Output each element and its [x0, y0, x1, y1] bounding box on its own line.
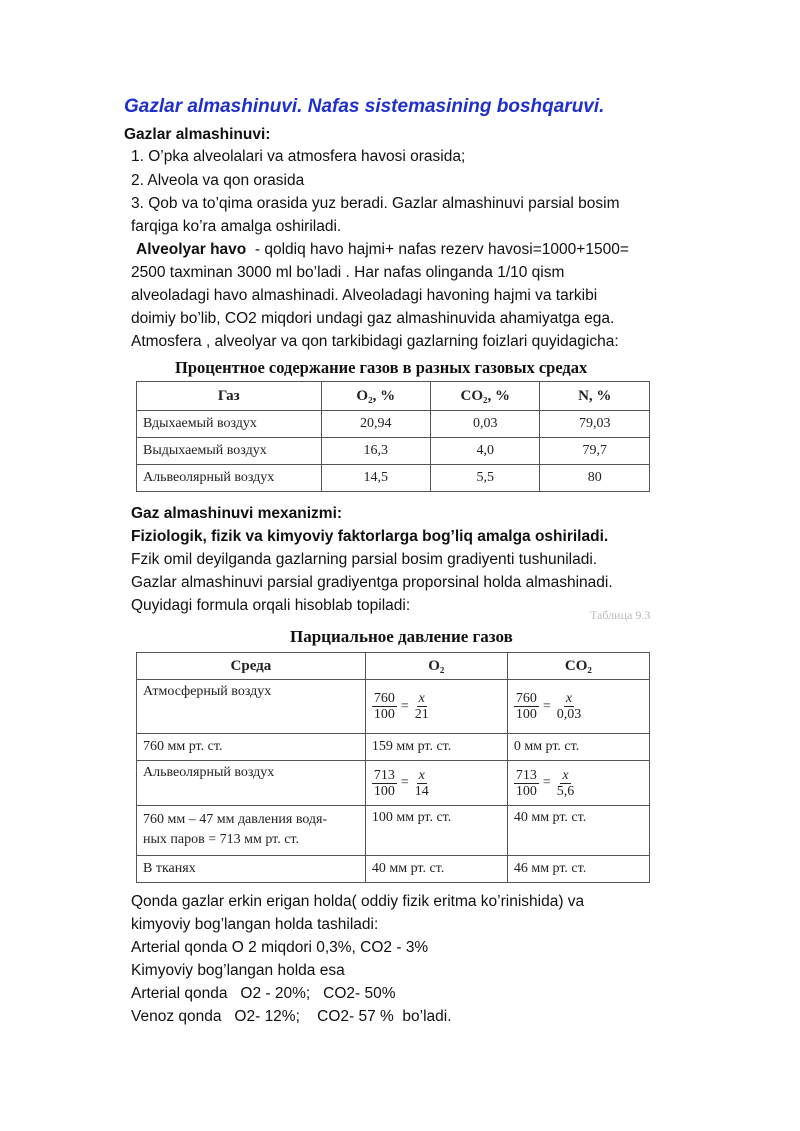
cell-co2: 46 мм рт. ст.: [507, 856, 649, 883]
cell-co2: 40 мм рт. ст.: [507, 806, 649, 856]
paragraph-line: Quyidagi formula orqali hisoblab topiladi:: [131, 597, 411, 614]
cell-medium: 760 мм – 47 мм давления водя- ных паров = 713 мм рт. ст.: [137, 806, 366, 856]
cell-n: 80: [540, 465, 650, 492]
cell-n: 79,03: [540, 411, 650, 438]
fraction: $\frac{760}{100}$: [515, 691, 537, 722]
cell-gas: Выдыхаемый воздух: [137, 438, 322, 465]
column-header-medium: Среда: [137, 653, 366, 680]
gas-percentage-table: [136, 381, 650, 492]
section-subheading-factors: Fiziologik, fizik va kimyoviy faktorlarga bog’liq amalga oshiriladi.: [131, 528, 609, 545]
cell-medium: 760 мм рт. ст.: [137, 734, 366, 761]
fraction: $\frac{x}{21}$: [414, 691, 429, 722]
list-item: farqiga ko’ra amalga oshiriladi.: [131, 218, 342, 235]
cell-co2: 4,0: [431, 438, 540, 465]
cell-o2-formula: $\frac{760}{100}$ = $\frac{x}{21}$: [365, 680, 507, 734]
cell-o2-formula: $\frac{713}{100}$ = $\frac{x}{14}$: [365, 761, 507, 806]
cell-o2: 14,5: [321, 465, 431, 492]
column-header-n: N, %: [540, 382, 650, 411]
paragraph-line: Gazlar almashinuvi parsial gradiyentga proporsinal holda almashinadi.: [131, 574, 613, 591]
table-row: [137, 680, 650, 734]
fraction: $\frac{713}{100}$: [373, 767, 395, 799]
section-heading-gas-exchange: Gazlar almashinuvi:: [124, 126, 271, 143]
paragraph-line: Fzik omil deyilganda gazlarning parsial bosim gradiyenti tushuniladi.: [131, 551, 598, 568]
section-heading-mechanism: Gaz almashinuvi mexanizmi:: [131, 505, 343, 522]
paragraph-line: Arterial qonda O2 - 20%; CO2- 50%: [131, 985, 396, 1002]
cell-gas: Альвеолярный воздух: [137, 465, 322, 492]
paragraph-line: 2500 taxminan 3000 ml bo’ladi . Har nafas olinganda 1/10 qism: [131, 264, 565, 281]
table-header-row: [137, 382, 650, 411]
cell-o2: 20,94: [321, 411, 431, 438]
paragraph-line: alveoladagi havo almashinadi. Alveoladagi havoning hajmi va tarkibi: [131, 287, 598, 304]
table-row: [137, 411, 650, 438]
table-row: [137, 438, 650, 465]
table-row: [137, 465, 650, 492]
cell-co2: 5,5: [431, 465, 540, 492]
paragraph-line: Venoz qonda O2- 12%; CO2- 57 % bo’ladi.: [131, 1008, 452, 1025]
list-item: 3. Qob va to’qima orasida yuz beradi. Gazlar almashinuvi parsial bosim: [131, 195, 620, 212]
table-row: [137, 856, 650, 883]
cell-co2: 0 мм рт. ст.: [507, 734, 649, 761]
cell-medium: Альвеолярный воздух: [137, 761, 366, 806]
fraction: $\frac{x}{5,6}$: [556, 767, 575, 799]
list-item: 1. O’pka alveolalari va atmosfera havosi orasida;: [131, 148, 466, 165]
table-row: [137, 761, 650, 806]
cell-o2: 159 мм рт. ст.: [365, 734, 507, 761]
cell-co2-formula: $\frac{760}{100}$ = $\frac{x}{0,03}$: [507, 680, 649, 734]
paragraph-line: Qonda gazlar erkin erigan holda( oddiy fizik eritma ko’rinishida) va: [131, 893, 585, 910]
cell-n: 79,7: [540, 438, 650, 465]
column-header-gas: Газ: [137, 382, 322, 411]
alveolar-paragraph-first-line: [131, 239, 629, 261]
paragraph-line: Arterial qonda O 2 miqdori 0,3%, CO2 - 3%: [131, 939, 429, 956]
cell-medium: В тканях: [137, 856, 366, 883]
paragraph-line: Kimyoviy bog’langan holda esa: [131, 962, 345, 979]
cell-o2: 16,3: [321, 438, 431, 465]
alveolar-definition: - qoldiq havo hajmi+ nafas rezerv havosi=1000+1500=: [246, 241, 629, 258]
column-header-co2: CO₂: [507, 653, 649, 680]
cell-co2: 0,03: [431, 411, 540, 438]
column-header-co2: CO₂, %: [431, 382, 540, 411]
paragraph-line: doimiy bo’lib, CO2 miqdori undagi gaz almashinuvida ahamiyatga ega.: [131, 310, 615, 327]
alveolar-term: Alveolyar havo: [136, 241, 247, 258]
fraction: $\frac{760}{100}$: [373, 691, 395, 722]
table-header-row: [137, 653, 650, 680]
column-header-o2: O₂, %: [321, 382, 431, 411]
cell-o2: 100 мм рт. ст.: [365, 806, 507, 856]
document-title: Gazlar almashinuvi. Nafas sistemasining boshqaruvi.: [124, 96, 605, 117]
fraction: $\frac{x}{0,03}$: [556, 691, 582, 722]
paragraph-line: kimyoviy bog’langan holda tashiladi:: [131, 916, 379, 933]
table-row: [137, 806, 650, 856]
gas-percentage-table-title: Процентное содержание газов в разных газовых средах: [175, 358, 588, 377]
cell-o2: 40 мм рт. ст.: [365, 856, 507, 883]
list-item: 2. Alveola va qon orasida: [131, 172, 305, 189]
partial-pressure-table-title: Парциальное давление газов: [290, 627, 513, 646]
paragraph-line: Atmosfera , alveolyar va qon tarkibidagi gazlarning foizlari quyidagicha:: [131, 333, 619, 350]
partial-pressure-table: [136, 652, 650, 883]
fraction: $\frac{x}{14}$: [414, 767, 429, 799]
column-header-o2: O₂: [365, 653, 507, 680]
table-row: [137, 734, 650, 761]
cell-co2-formula: $\frac{713}{100}$ = $\frac{x}{5,6}$: [507, 761, 649, 806]
cell-medium: Атмосферный воздух: [137, 680, 366, 734]
table-number-note: Таблица 9.3: [590, 608, 651, 622]
fraction: $\frac{713}{100}$: [515, 767, 537, 799]
cell-gas: Вдыхаемый воздух: [137, 411, 322, 438]
